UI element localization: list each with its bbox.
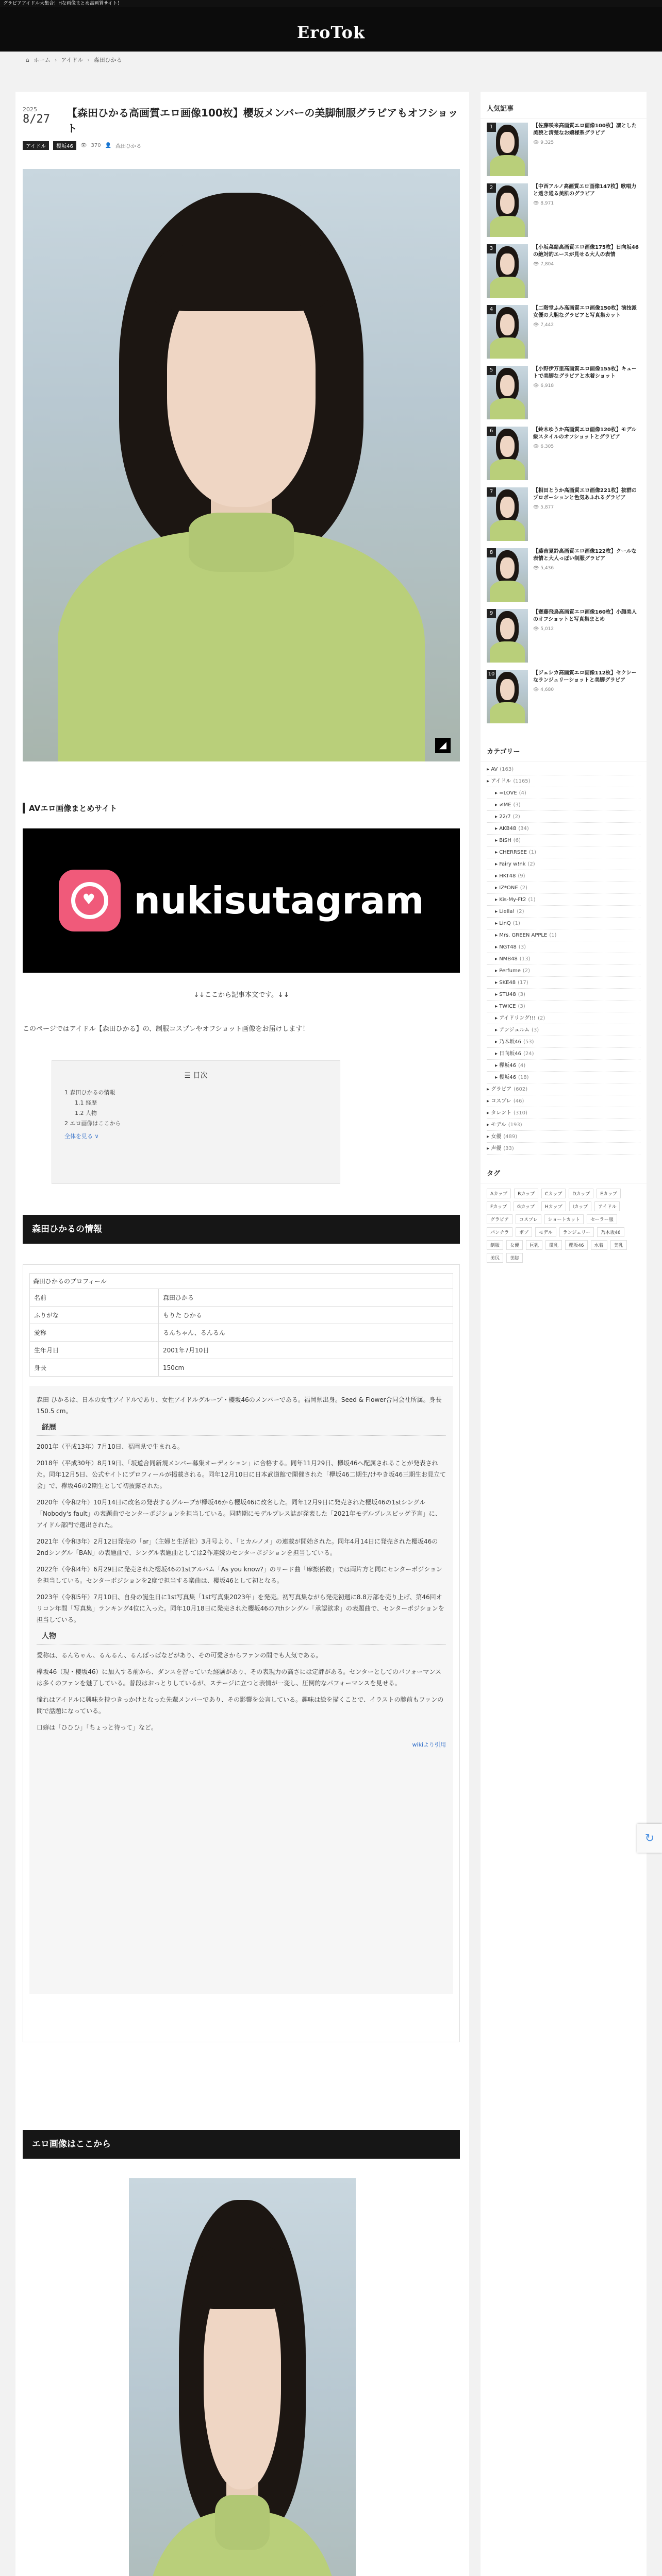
category-item[interactable]: ▸ NMB48 (13) <box>487 953 640 965</box>
tag-link[interactable]: パンチラ <box>487 1227 512 1237</box>
ranking-views: 👁 5,012 <box>533 626 554 632</box>
breadcrumb <box>26 56 122 64</box>
table-row: 名前 森田ひかる <box>30 1289 453 1307</box>
post-meta <box>23 141 141 150</box>
folder-icon: ▸ <box>487 1122 491 1128</box>
tag-link[interactable]: 櫻坂46 <box>565 1240 587 1250</box>
tag-link[interactable]: 女優 <box>506 1240 523 1250</box>
post-tag[interactable]: 櫻坂46 <box>53 141 76 150</box>
folder-icon: ▸ <box>495 1063 500 1069</box>
post-tag[interactable]: アイドル <box>23 141 49 150</box>
heart-logo-icon: ♥ <box>59 870 121 931</box>
ranking-title-text[interactable]: 【鈴木ゆうか高画質エロ画像120枚】モデル級スタイルのオフショットとグラビア <box>533 427 637 440</box>
category-item[interactable]: ▸ Perfume (2) <box>487 965 640 977</box>
post-author[interactable]: 森田ひかる <box>115 144 142 149</box>
toc-item[interactable]: 1.2 人物 <box>75 1110 97 1116</box>
category-item[interactable]: ▸ AKB48 (34) <box>487 823 640 835</box>
folder-icon: ▸ <box>487 1098 491 1104</box>
person-paragraph: 愛称は、るんちゃん、るんるん、るんぱっぱなどがあり、その可愛さからファンの間でも人気である。 <box>37 1652 322 1659</box>
ranking-item[interactable] <box>487 548 640 605</box>
table-row: ふりがな もりた ひかる <box>30 1307 453 1324</box>
ranking-title-text[interactable]: 【小野伊万里高画質エロ画像155枚】キュートで美脚なグラビアと水着ショット <box>533 366 637 379</box>
folder-icon: ▸ <box>495 850 500 855</box>
folder-icon: ▸ <box>495 933 500 938</box>
table-row: 身長 150cm <box>30 1359 453 1377</box>
toc-expand-link[interactable]: 全体を見る ∨ <box>64 1133 99 1140</box>
ranking-thumbnail[interactable] <box>487 609 528 663</box>
career-paragraph: 2023年（令和5年）7月10日、自身の誕生日に1st写真集「1st写真集2023年」を発売。初写真集ながら発売初週に8.8万部を売り上げ、第46回オリコン年間「写真集」ランキング4位に入った。同年10月18日に発売された櫻坂46の7thシングル「承認欲求」の表題曲で、センターポジションを担当している。 <box>37 1594 444 1623</box>
eye-icon: 👁 <box>80 143 87 148</box>
profile-section-header: 森田ひかるの情報 <box>23 1215 460 1244</box>
tag-link[interactable]: ショートカット <box>544 1214 584 1224</box>
career-paragraph: 2021年（令和3年）2月12日発売の「ar」（主婦と生活社）3月号より、「ヒカルノメ」の連載が開始された。同年4月14日に発売された櫻坂46の2ndシングル「BAN」の表題曲で、シングル表題曲としては2作連続のセンターポジションを担当している。 <box>37 1538 438 1556</box>
gallery-section-header: エロ画像はここから <box>23 2130 460 2159</box>
category-item[interactable]: ▸ Kis-My-Ft2 (1) <box>487 894 640 906</box>
folder-icon: ▸ <box>495 992 500 997</box>
tag-link[interactable]: 美乳 <box>610 1240 627 1250</box>
ranking-item[interactable] <box>487 244 640 301</box>
folder-icon: ▸ <box>495 1039 500 1045</box>
recaptcha-badge[interactable] <box>637 1824 662 1853</box>
person-heading: 人物 <box>37 1631 446 1645</box>
tag-link[interactable]: Hカップ <box>541 1201 566 1211</box>
chevron-right-icon: › <box>87 56 90 63</box>
ranking-item[interactable] <box>487 123 640 179</box>
folder-icon: ▸ <box>495 802 500 808</box>
folder-icon: ▸ <box>487 1146 491 1151</box>
rank-number: 6 <box>487 427 496 436</box>
tag-link[interactable]: 美尻 <box>487 1253 503 1263</box>
ranking-views: 👁 6,918 <box>533 383 554 388</box>
person-paragraph: 憧れはアイドルに興味を持つきっかけとなった先輩メンバーであり、その影響を公言している。趣味は絵を描くことで、イラストの腕前もファンの間で話題になっている。 <box>37 1696 444 1715</box>
folder-icon: ▸ <box>495 897 500 903</box>
career-paragraph: 2022年（令和4年）6月29日に発売された櫻坂46の1stアルバム「As you know?」のリード曲「摩擦係数」では両片方と同にセンターポジションを担当している。センターポジションを2度で担当する楽曲は、櫻坂46として初となる。 <box>37 1566 442 1584</box>
table-of-contents <box>52 1060 340 1184</box>
folder-icon: ▸ <box>495 980 500 986</box>
category-item[interactable]: ▸ Fairy w!nk (2) <box>487 858 640 870</box>
gallery-image[interactable] <box>129 2178 356 2576</box>
tag-link[interactable]: 乃木坂46 <box>597 1227 624 1237</box>
toc-item[interactable]: 1 森田ひかるの情報 <box>64 1089 115 1096</box>
ranking-title-text[interactable]: 【藤吉夏鈴高画質エロ画像122枚】クールな表情と大人っぽい制服グラビア <box>533 549 637 562</box>
recaptcha-icon: ↻ <box>644 1832 655 1845</box>
ranking-thumbnail[interactable] <box>487 305 528 359</box>
career-paragraph: 2020年（令和2年）10月14日に改名の発表するグループが欅坂46から櫻坂46に改名した。同年12月9日に発売された櫻坂46の1stシングル「Nobody's fault」の表題曲でセンターポジションを担当している。同時期にモデルプレス誌が発表した「2021年モデルプレスビッグ予言」に、アイドル部門で選出された。 <box>37 1499 441 1529</box>
tag-cloud <box>481 1183 647 1268</box>
folder-icon: ▸ <box>495 1027 500 1033</box>
profile-table <box>29 1289 453 1377</box>
category-item[interactable]: ▸ グラビア (602) <box>487 1083 640 1095</box>
banner-text: nukisutagram <box>134 879 424 922</box>
ranking-title-text[interactable]: 【齋藤飛鳥高画質エロ画像160枚】小顔美人のオフショットと写真集まとめ <box>533 609 637 622</box>
folder-icon: ▸ <box>487 778 491 784</box>
sidebar <box>481 92 647 2576</box>
tag-link[interactable]: Aカップ <box>487 1189 511 1198</box>
ranking-views: 👁 8,971 <box>533 201 554 206</box>
ranking-thumbnail[interactable] <box>487 123 528 176</box>
category-item[interactable]: ▸ 櫻坂46 (18) <box>487 1072 640 1083</box>
folder-icon: ▸ <box>495 861 500 867</box>
ranking-thumbnail[interactable] <box>487 244 528 298</box>
breadcrumb-current[interactable]: 森田ひかる <box>93 57 122 63</box>
category-item[interactable]: ▸ アイドル (1165) <box>487 775 640 787</box>
breadcrumb-category[interactable]: アイドル <box>61 57 84 63</box>
wiki-source-link[interactable]: wikiより引用 <box>412 1741 446 1748</box>
rank-number: 9 <box>487 609 496 618</box>
top-bar <box>0 0 662 7</box>
folder-icon: ▸ <box>495 826 500 832</box>
ranking-thumbnail[interactable] <box>487 183 528 237</box>
ranking-views: 👁 9,325 <box>533 140 554 145</box>
category-item[interactable]: ▸ NGT48 (3) <box>487 941 640 953</box>
ranking-list <box>481 118 647 735</box>
category-item[interactable]: ▸ 女優 (489) <box>487 1131 640 1143</box>
tag-link[interactable]: Cカップ <box>541 1189 566 1198</box>
category-item[interactable]: ▸ Mrs. GREEN APPLE (1) <box>487 929 640 941</box>
table-row: 愛称 るんちゃん、るんるん <box>30 1324 453 1342</box>
ranking-views: 👁 6,305 <box>533 444 554 449</box>
category-title: カテゴリー <box>481 735 647 761</box>
category-item[interactable]: ▸ 欅坂46 (4) <box>487 1060 640 1072</box>
tag-link[interactable]: ボブ <box>516 1227 532 1237</box>
folder-icon: ▸ <box>495 921 500 926</box>
rank-number: 1 <box>487 123 496 132</box>
watermark-icon: ◢ <box>435 738 451 753</box>
ranking-title-text[interactable]: 【中西アルノ高画質エロ画像147枚】歌唱力と透き通る美肌のグラビア <box>533 184 637 197</box>
tag-link[interactable]: 制服 <box>487 1240 503 1250</box>
toc-title: ☰ 目次 <box>184 1072 208 1080</box>
category-item[interactable]: ▸ 日向坂46 (24) <box>487 1048 640 1060</box>
folder-icon: ▸ <box>495 790 500 796</box>
folder-icon: ▸ <box>495 885 500 891</box>
category-item[interactable]: ▸ AV (163) <box>487 764 640 775</box>
ranking-thumbnail[interactable] <box>487 670 528 723</box>
category-item[interactable]: ▸ アイドリング!!! (2) <box>487 1012 640 1024</box>
intro-text: このページではアイドル【森田ひかる】の、制服コスプレやオフショット画像をお届けします！ <box>23 1025 309 1033</box>
rank-number: 4 <box>487 305 496 314</box>
tag-link[interactable]: セーラー服 <box>587 1214 617 1224</box>
site-header <box>0 7 662 52</box>
table-row: 生年月日 2001年7月10日 <box>30 1342 453 1359</box>
rank-number: 10 <box>487 670 496 679</box>
folder-icon: ▸ <box>495 1075 500 1080</box>
ranking-title-text[interactable]: 【相田とうか高画質エロ画像221枚】抜群のプロポーションと色気あふれるグラビア <box>533 488 637 501</box>
category-item[interactable]: ▸ モデル (193) <box>487 1119 640 1131</box>
category-item[interactable]: ▸ 22/7 (2) <box>487 811 640 823</box>
jump-link: ↓↓ここから記事本文です。↓↓ <box>193 991 289 999</box>
chevron-right-icon: › <box>54 56 57 63</box>
category-list <box>481 761 647 1157</box>
av-section-header: AVエロ画像まとめサイト <box>23 803 117 814</box>
post-title: 【森田ひかる高画質エロ画像100枚】櫻坂メンバーの美脚制服グラビアもオフショット <box>67 107 458 134</box>
user-icon: 👤 <box>105 143 112 148</box>
ranking-item[interactable] <box>487 670 640 726</box>
post-day: 8/27 <box>23 113 50 126</box>
breadcrumb-home[interactable]: ホーム <box>33 57 51 63</box>
tag-link[interactable]: Eカップ <box>597 1189 621 1198</box>
folder-icon: ▸ <box>487 1134 491 1140</box>
category-item[interactable]: ▸ Liella! (2) <box>487 906 640 918</box>
rank-number: 8 <box>487 548 496 557</box>
ranking-thumbnail[interactable] <box>487 427 528 480</box>
folder-icon: ▸ <box>495 956 500 962</box>
hero-image[interactable] <box>23 169 460 761</box>
ranking-item[interactable] <box>487 183 640 240</box>
category-item[interactable]: ▸ タレント (310) <box>487 1107 640 1119</box>
category-item[interactable]: ▸ アンジュルム (3) <box>487 1024 640 1036</box>
tag-link[interactable]: コスプレ <box>516 1214 541 1224</box>
toc-item[interactable]: 1.1 経歴 <box>75 1099 97 1106</box>
category-item[interactable]: ▸ CHERRSEE (1) <box>487 846 640 858</box>
ranking-title-text[interactable]: 【二階堂ふみ高画質エロ画像150枚】演技派女優の大胆なグラビアと写真集カット <box>533 306 637 318</box>
post-views: 370 <box>91 143 101 148</box>
career-paragraph: 2001年（平成13年）7月10日、福岡県で生まれる。 <box>37 1443 184 1450</box>
category-item[interactable]: ▸ 声優 (33) <box>487 1143 640 1155</box>
post-date <box>23 106 54 126</box>
tag-link[interactable]: Bカップ <box>514 1189 538 1198</box>
ranking-item[interactable] <box>487 305 640 362</box>
folder-icon: ▸ <box>495 1051 500 1057</box>
category-item[interactable]: ▸ BiSH (6) <box>487 835 640 846</box>
tag-link[interactable]: Dカップ <box>569 1189 593 1198</box>
ranking-views: 👁 5,877 <box>533 505 554 510</box>
profile-caption: 森田ひかるのプロフィール <box>29 1273 453 1289</box>
ranking-title-text[interactable]: 【小坂菜緒高画質エロ画像175枚】日向坂46の絶対的エースが見せる大人の表情 <box>533 245 639 258</box>
main-article <box>15 92 469 2576</box>
ranking-title-text[interactable]: 【佐藤咲来高画質エロ画像100枚】凛とした美貌と清楚なお嬢様系グラビア <box>533 123 637 136</box>
tag-link[interactable]: モデル <box>535 1227 556 1237</box>
home-icon[interactable]: ⌂ <box>26 56 29 63</box>
post-year: 2025 <box>23 106 37 113</box>
folder-icon: ▸ <box>487 1110 491 1116</box>
ranking-thumbnail[interactable] <box>487 366 528 419</box>
folder-icon: ▸ <box>495 1004 500 1009</box>
rank-number: 7 <box>487 487 496 497</box>
tag-link[interactable]: Fカップ <box>487 1201 510 1211</box>
tag-link[interactable]: 美脚 <box>506 1253 523 1263</box>
ranking-item[interactable] <box>487 609 640 666</box>
folder-icon: ▸ <box>487 767 491 772</box>
toc-item[interactable]: 2 エロ画像はここから <box>64 1120 121 1127</box>
ranking-item[interactable] <box>487 427 640 483</box>
category-item[interactable]: ▸ SKE48 (17) <box>487 977 640 989</box>
tag-link[interactable]: 巨乳 <box>526 1240 542 1250</box>
category-item[interactable]: ▸ =LOVE (4) <box>487 787 640 799</box>
tag-title: タグ <box>481 1157 647 1183</box>
list-icon: ☰ <box>184 1072 193 1080</box>
ranking-views: 👁 7,804 <box>533 262 554 267</box>
category-item[interactable]: ▸ HKT48 (9) <box>487 870 640 882</box>
ranking-title: 人気記事 <box>481 92 647 118</box>
tag-link[interactable]: Gカップ <box>514 1201 538 1211</box>
profile-box <box>23 1264 460 2042</box>
category-item[interactable]: ▸ IZ*ONE (2) <box>487 882 640 894</box>
bio-quote <box>29 1386 453 1994</box>
ranking-item[interactable] <box>487 366 640 422</box>
tag-link[interactable]: ランジェリー <box>559 1227 594 1237</box>
folder-icon: ▸ <box>495 968 500 974</box>
ranking-thumbnail[interactable] <box>487 487 528 541</box>
person-paragraph: 欅坂46（現・櫻坂46）に加入する前から、ダンスを習っていた経験があり、その表現力の高さには定評がある。センターとしてのパフォーマンスは多くのファンを魅了している。普段はおっとりしているが、ステージに立つと表情が一変し、圧倒的なパフォーマンスを見せる。 <box>37 1668 441 1687</box>
career-paragraph: 2018年（平成30年）8月19日、「坂道合同新規メンバー募集オーディション」に合格する。同年11月29日、欅坂46へ配属されることが発表された。同年12月5日、公式サイトにプロフィールが掲載される。同年12月10日に日本武道館で開催された「欅坂46二期生/けやき坂46三期生お見立て会」で、欅坂46の2期生として初披露された。 <box>37 1460 446 1489</box>
site-logo[interactable]: EroTok <box>296 23 366 42</box>
top-bar-text: グラビアアイドル大集合！Hな画像まとめ高画質サイト！ <box>3 1 122 6</box>
folder-icon: ▸ <box>495 944 500 950</box>
tag-link[interactable]: グラビア <box>487 1214 512 1224</box>
bio-intro: 森田 ひかるは、日本の女性アイドルであり、女性アイドルグループ・櫻坂46のメンバーである。福岡県出身。Seed & Flower合同会社所属。身長150.5 cm。 <box>37 1396 442 1415</box>
ranking-title-text[interactable]: 【ジェシカ高画質エロ画像112枚】セクシーなランジェリーショットと美脚グラビア <box>533 670 637 683</box>
tag-link[interactable]: 微乳 <box>545 1240 562 1250</box>
ranking-item[interactable] <box>487 487 640 544</box>
category-item[interactable]: ▸ 乃木坂46 (53) <box>487 1036 640 1048</box>
folder-icon: ▸ <box>495 838 500 843</box>
folder-icon: ▸ <box>487 1087 491 1092</box>
folder-icon: ▸ <box>495 814 500 820</box>
tag-link[interactable]: 水着 <box>591 1240 607 1250</box>
tag-link[interactable]: アイドル <box>594 1201 620 1211</box>
career-heading: 経歴 <box>37 1422 446 1436</box>
category-item[interactable]: ▸ TWICE (3) <box>487 1001 640 1012</box>
ranking-views: 👁 4,680 <box>533 687 554 692</box>
folder-icon: ▸ <box>495 873 500 879</box>
rank-number: 2 <box>487 183 496 193</box>
category-item[interactable]: ▸ コスプレ (46) <box>487 1095 640 1107</box>
folder-icon: ▸ <box>495 909 500 914</box>
category-item[interactable]: ▸ STU48 (3) <box>487 989 640 1001</box>
rank-number: 5 <box>487 366 496 375</box>
ranking-views: 👁 7,442 <box>533 323 554 328</box>
ranking-thumbnail[interactable] <box>487 548 528 602</box>
person-paragraph: 口癖は「ひひひ」「ちょっと待って」など。 <box>37 1724 158 1731</box>
rank-number: 3 <box>487 244 496 253</box>
folder-icon: ▸ <box>495 1015 500 1021</box>
category-item[interactable]: ▸ ≠ME (3) <box>487 799 640 811</box>
category-item[interactable]: ▸ LinQ (1) <box>487 918 640 929</box>
tag-link[interactable]: Iカップ <box>569 1201 592 1211</box>
nukisutagram-banner[interactable] <box>23 828 460 973</box>
ranking-views: 👁 5,436 <box>533 566 554 571</box>
